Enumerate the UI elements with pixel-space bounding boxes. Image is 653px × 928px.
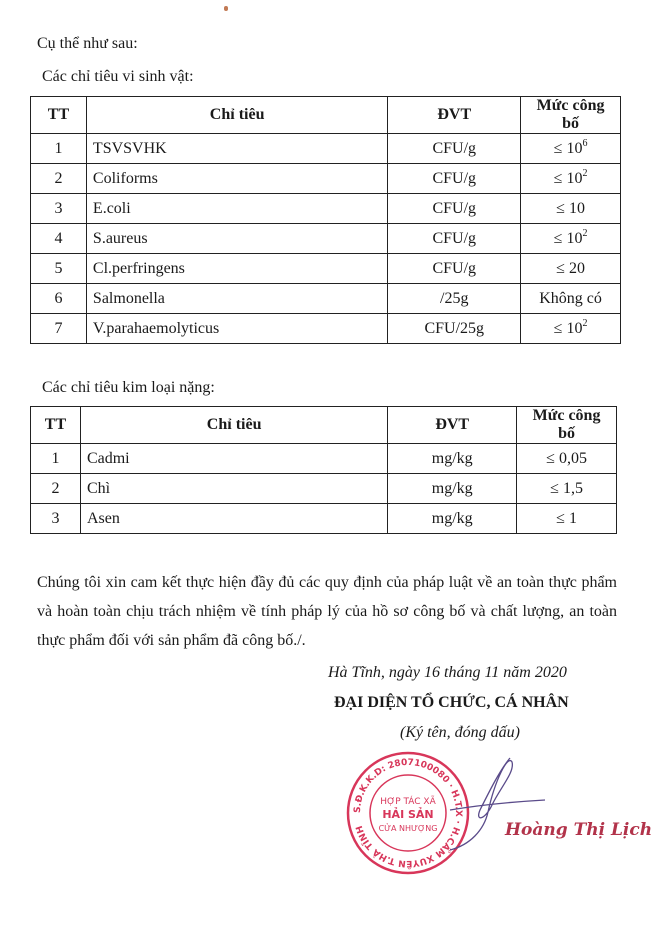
cell-tt: 6 [31,284,87,314]
cell-unit: CFU/g [388,254,521,284]
table-row [31,194,621,224]
micro-heading: Các chỉ tiêu vi sinh vật: [42,68,194,85]
cell-unit: CFU/g [388,134,521,164]
limit-value: ≤ 1 [556,509,577,527]
table-row [31,314,621,344]
cell-limit [517,504,617,534]
limit-value: ≤ 10 [556,199,585,217]
cell-limit [517,444,617,474]
cell-tt: 2 [31,474,81,504]
cell-tt: 7 [31,314,87,344]
cell-unit: mg/kg [388,504,517,534]
col-limit: Mức công bố [517,407,617,444]
table-row [31,444,617,474]
signature-scribble [440,750,550,860]
cell-limit [517,474,617,504]
limit-value: ≤ 10 [553,169,583,187]
intro-text: Cụ thể như sau: [37,35,138,52]
table-row [31,474,617,504]
cell-unit: /25g [388,284,521,314]
cell-unit: mg/kg [388,444,517,474]
cell-unit: mg/kg [388,474,517,504]
cell-name: E.coli [86,194,387,224]
cell-name: V.parahaemolyticus [86,314,387,344]
cell-name: Coliforms [86,164,387,194]
limit-value: ≤ 0,05 [546,449,587,467]
micro-table [30,96,621,344]
sign-note: (Ký tên, đóng dấu) [400,724,520,741]
col-tt: TT [31,97,87,134]
cell-tt: 5 [31,254,87,284]
svg-text:HỢP TÁC XÃ: HỢP TÁC XÃ [380,797,436,807]
limit-exponent: 2 [582,167,588,179]
cell-name: Cadmi [80,444,387,474]
cell-unit: CFU/g [388,194,521,224]
cell-tt: 3 [31,504,81,534]
cell-limit [521,164,621,194]
limit-value: Không có [539,289,602,307]
cell-unit: CFU/g [388,164,521,194]
cell-limit [521,284,621,314]
limit-value: ≤ 10 [553,229,583,247]
cell-tt: 2 [31,164,87,194]
cell-name: TSVSVHK [86,134,387,164]
metal-table [30,406,617,534]
table-row [31,504,617,534]
cell-name: Salmonella [86,284,387,314]
cell-name: Chì [80,474,387,504]
metal-heading: Các chỉ tiêu kim loại nặng: [42,379,215,396]
svg-text:S.Đ.K.K.D: 2807100080 · H.T.X: S.Đ.K.K.D: 2807100080 · H.T.X · H.CẨM XUYÊN T.HÀ TĨNH [352,757,464,869]
cell-limit [521,254,621,284]
col-unit: ĐVT [388,97,521,134]
cell-limit [521,314,621,344]
cell-name: S.aureus [86,224,387,254]
cell-limit [521,224,621,254]
col-tt: TT [31,407,81,444]
svg-text:CỬA NHƯỢNG: CỬA NHƯỢNG [378,824,438,833]
date-line: Hà Tĩnh, ngày 16 tháng 11 năm 2020 [328,664,567,681]
limit-value: ≤ 20 [556,259,585,277]
cell-tt: 1 [31,134,87,164]
table-row [31,134,621,164]
limit-exponent: 6 [582,137,588,149]
cell-tt: 1 [31,444,81,474]
cell-name: Asen [80,504,387,534]
cell-tt: 4 [31,224,87,254]
cell-limit [521,194,621,224]
col-name: Chỉ tiêu [86,97,387,134]
table-row [31,164,621,194]
cell-unit: CFU/25g [388,314,521,344]
table-row [31,254,621,284]
limit-value: ≤ 10 [553,139,583,157]
commitment-paragraph: Chúng tôi xin cam kết thực hiện đầy đủ các quy định của pháp luật về an toàn thực phẩm và hoàn toàn chịu trách nhiệm về tính pháp lý của hồ sơ công bố và chất lượng, an toàn thực phẩm đối với sản phẩm đã công bố./. [37,574,617,649]
cell-limit [521,134,621,164]
col-name: Chỉ tiêu [80,407,387,444]
ink-speck [224,6,228,11]
table-row [31,224,621,254]
cell-tt: 3 [31,194,87,224]
table-row [31,284,621,314]
col-limit: Mức công bố [521,97,621,134]
col-unit: ĐVT [388,407,517,444]
cell-name: Cl.perfringens [86,254,387,284]
limit-value: ≤ 10 [553,319,583,337]
svg-text:HẢI SẢN: HẢI SẢN [382,808,434,821]
representative-title: ĐẠI DIỆN TỔ CHỨC, CÁ NHÂN [334,694,569,711]
cell-unit: CFU/g [388,224,521,254]
limit-exponent: 2 [582,317,588,329]
limit-exponent: 2 [582,227,588,239]
limit-value: ≤ 1,5 [550,479,583,497]
signature-name: Hoàng Thị Lịch [505,820,653,840]
